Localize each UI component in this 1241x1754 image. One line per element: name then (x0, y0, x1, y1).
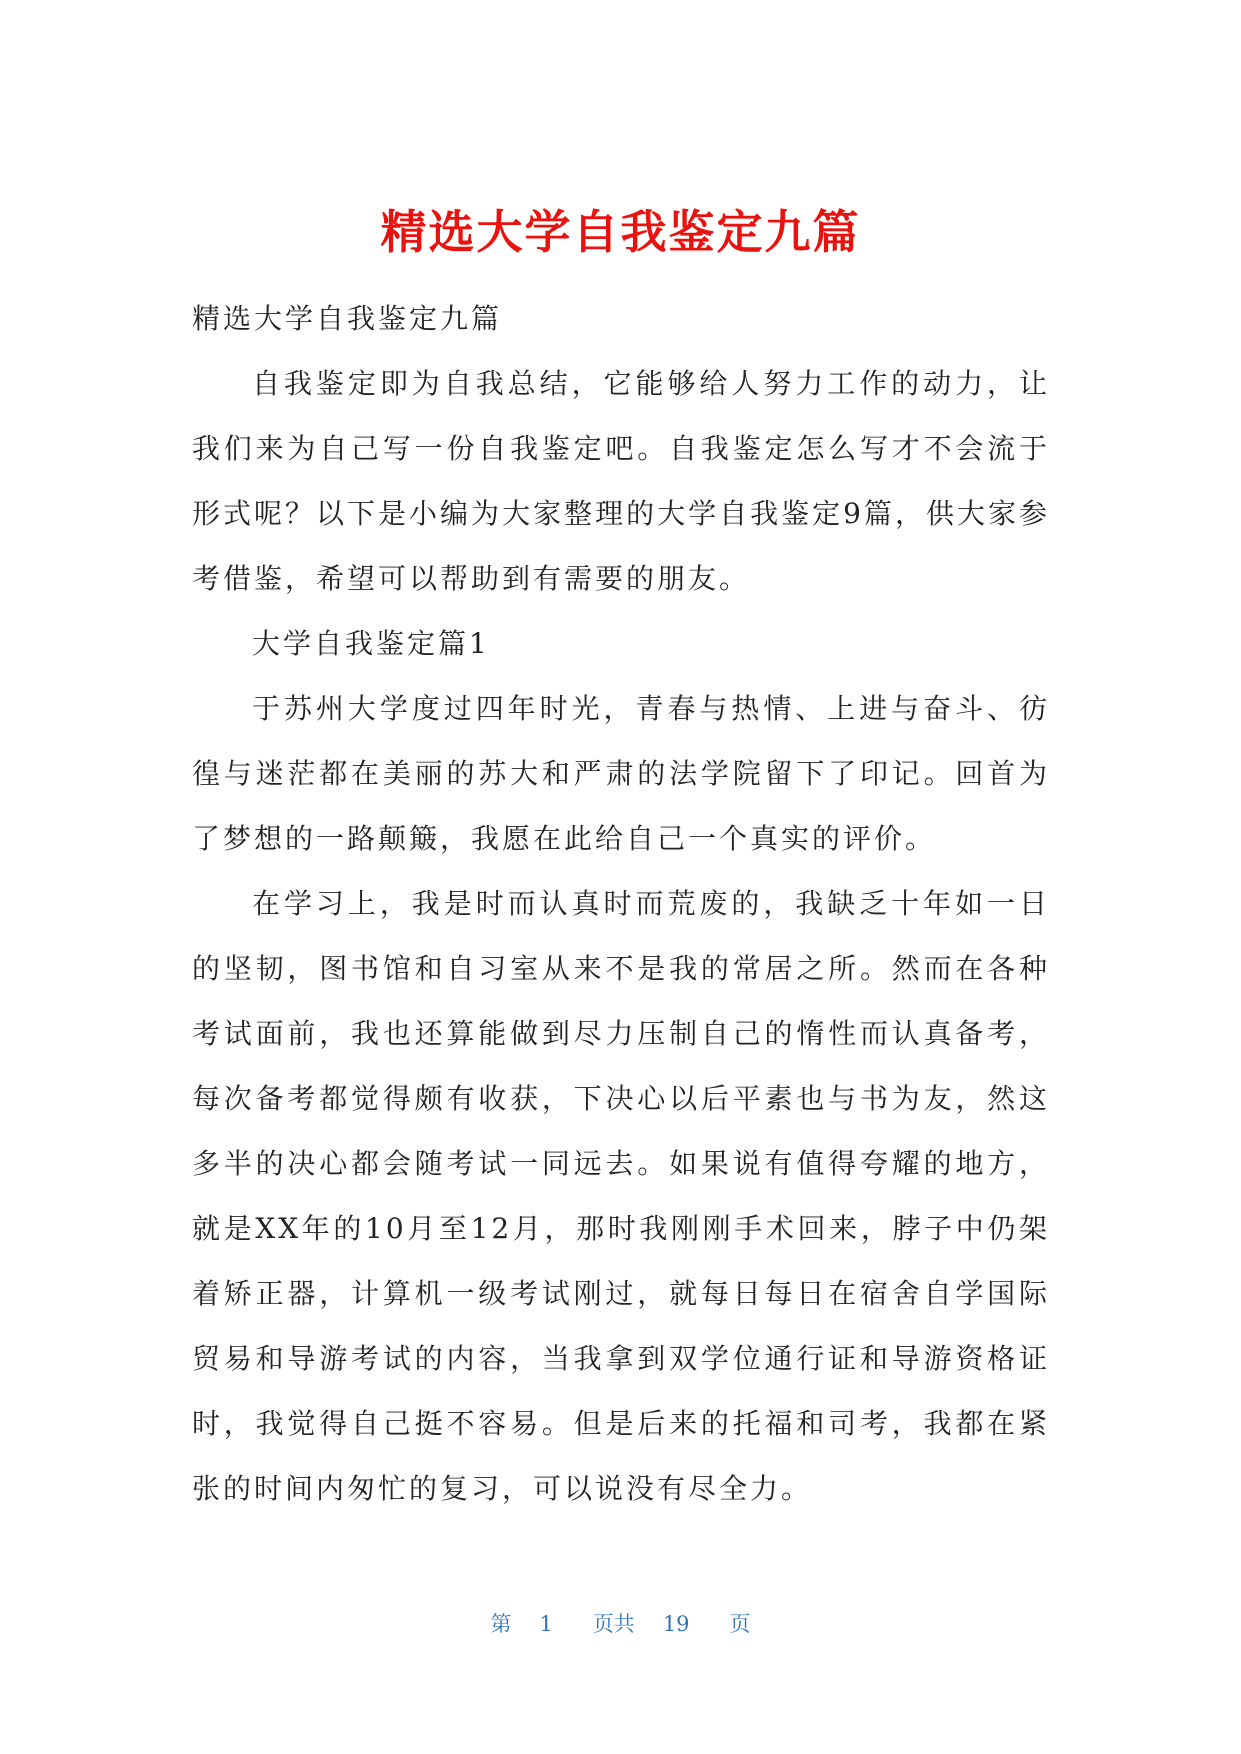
footer-page-total: 19 (662, 1612, 690, 1636)
footer-page-prefix: 第 (490, 1612, 512, 1636)
footer-page-number: 1 (539, 1612, 553, 1636)
document-title: 精选大学自我鉴定九篇 (380, 205, 861, 259)
document-subtitle: 精选大学自我鉴定九篇 (192, 302, 503, 335)
section-heading: 大学自我鉴定篇1 (252, 627, 490, 660)
body-paragraph: 于苏州大学度过四年时光，青春与热情、上进与奋斗、彷徨与迷茫都在美丽的苏大和严肃的法学院留下了印记。回首为了梦想的一路颠簸，我愿在此给自己一个真实的评价。 (192, 692, 1050, 855)
intro-paragraph: 自我鉴定即为自我总结，它能够给人努力工作的动力，让我们来为自己写一份自我鉴定吧。自我鉴定怎么写才不会流于形式呢？以下是小编为大家整理的大学自我鉴定9篇，供大家参考借鉴，希望可以帮助到有需要的朋友。 (192, 367, 1050, 595)
document-body (192, 286, 1050, 1521)
body-paragraph: 在学习上，我是时而认真时而荒废的，我缺乏十年如一日的坚韧，图书馆和自习室从来不是我的常居之所。然而在各种考试面前，我也还算能做到尽力压制自己的惰性而认真备考，每次备考都觉得颇有收获，下决心以后平素也与书为友，然这多半的决心都会随考试一同远去。如果说有值得夸耀的地方，就是XX年的10月至12月，那时我刚刚手术回来，脖子中仍架着矫正器，计算机一级考试刚过，就每日每日在宿舍自学国际贸易和导游考试的内容，当我拿到双学位通行证和导游资格证时，我觉得自己挺不容易。但是后来的托福和司考，我都在紧张的时间内匆忙的复习，可以说没有尽全力。 (192, 887, 1050, 1505)
page-footer (0, 1608, 1241, 1638)
footer-page-middle: 页共 (592, 1612, 635, 1636)
footer-page-suffix: 页 (729, 1612, 751, 1636)
